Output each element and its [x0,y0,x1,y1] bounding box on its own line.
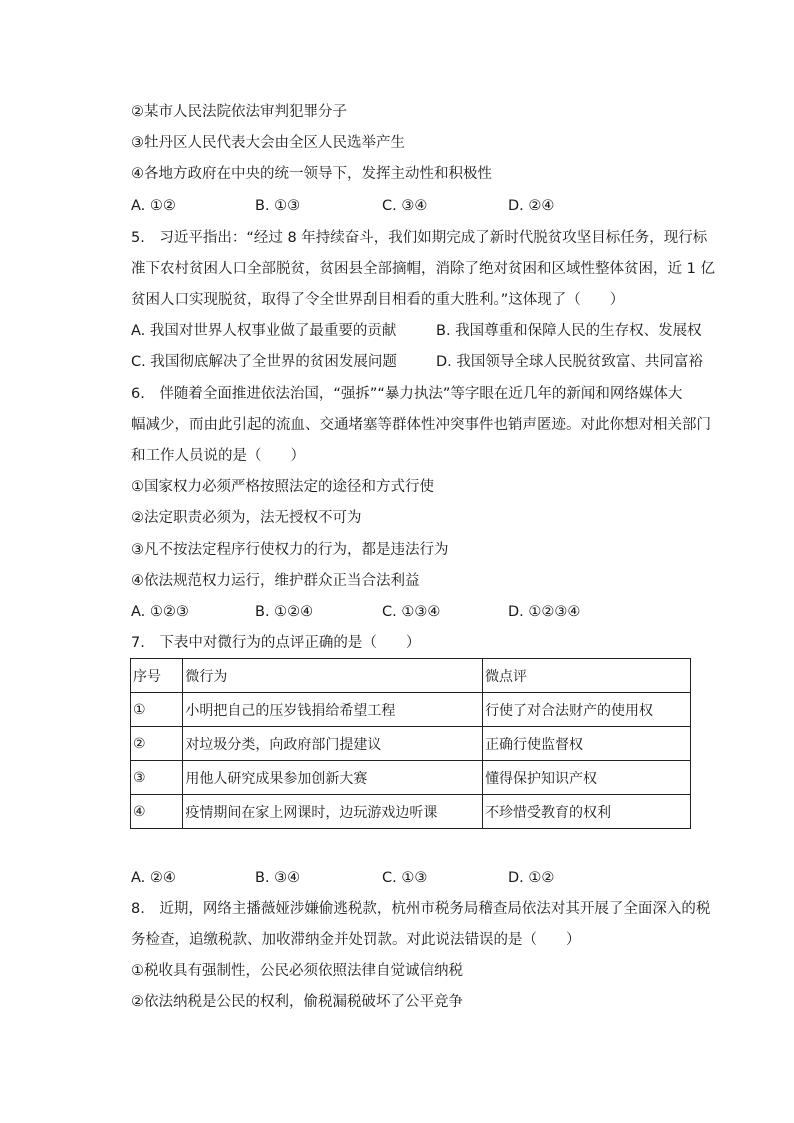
table-header-row [131,659,691,693]
table-cell: 小明把自己的压岁钱捐给希望工程 [183,693,483,727]
statement-4: ④各地方政府在中央的统一领导下，发挥主动性和积极性 [131,166,492,182]
q5-option-c[interactable]: C. 我国彻底解决了全世界的贫困发展问题 [131,354,397,370]
statement-2: ②某市人民法院依法审判犯罪分子 [131,104,347,120]
table-row [131,693,691,727]
table-cell: 不珍惜受教育的权利 [483,795,691,829]
q5-options-row2 [131,352,731,372]
q7-stem: 7. 下表中对微行为的点评正确的是（ ） [131,635,421,651]
q4-option-d[interactable]: D. ②④ [508,198,555,214]
table-cell: ① [131,693,183,727]
q5-stem-line1: 5. 习近平指出：“经过 8 年持续奋斗，我们如期完成了新时代脱贫攻坚目标任务，现行标 [131,230,708,246]
table-cell: ③ [131,761,183,795]
q7-option-b[interactable]: B. ③④ [255,870,301,886]
q6-statement-2: ②法定职责必须为，法无授权不可为 [131,510,362,526]
table-cell: ② [131,727,183,761]
q6-option-d[interactable]: D. ①②③④ [508,604,581,620]
q7-option-d[interactable]: D. ①② [508,870,555,886]
table-cell: 用他人研究成果参加创新大赛 [183,761,483,795]
table-row [131,795,691,829]
q6-option-a[interactable]: A. ①②③ [131,604,189,620]
q5-option-b[interactable]: B. 我国尊重和保障人民的生存权、发展权 [436,323,702,339]
q8-stem-line1: 8. 近期，网络主播薇娅涉嫌偷逃税款，杭州市税务局稽查局依法对其开展了全面深入的税 [131,901,711,917]
q8-statement-2: ②依法纳税是公民的权利，偷税漏税破坏了公平竞争 [131,994,463,1010]
q4-option-c[interactable]: C. ③④ [382,198,428,214]
q7-option-a[interactable]: A. ②④ [131,870,176,886]
table-header-cell: 微点评 [483,659,691,693]
q6-statement-3: ③凡不按法定程序行使权力的行为，都是违法行为 [131,542,449,558]
q4-option-b[interactable]: B. ①③ [255,198,301,214]
q8-statement-1: ①税收具有强制性，公民必须依照法律自觉诚信纳税 [131,963,463,979]
table-row [131,727,691,761]
q6-stem-line1: 6. 伴随着全面推进依法治国，“强拆”“暴力执法”等字眼在近几年的新闻和网络媒体大 [131,386,683,402]
q4-option-a[interactable]: A. ①② [131,198,176,214]
table-header-cell: 微行为 [183,659,483,693]
q6-statement-4: ④依法规范权力运行，维护群众正当合法利益 [131,573,420,589]
q6-options [131,602,731,622]
table-cell: 疫情期间在家上网课时，边玩游戏边听课 [183,795,483,829]
table-header-cell: 序号 [131,659,183,693]
q6-stem-line2: 幅减少，而由此引起的流血、交通堵塞等群体性冲突事件也销声匿迹。对此你想对相关部门 [131,417,711,433]
q7-table [130,658,691,829]
q6-option-c[interactable]: C. ①③④ [382,604,441,620]
table-cell: 懂得保护知识产权 [483,761,691,795]
q5-stem-line3: 贫困人口实现脱贫，取得了令全世界刮目相看的重大胜利。”这体现了（ ） [131,292,625,308]
table-cell: 行使了对合法财产的使用权 [483,693,691,727]
q8-stem-line2: 务检查，追缴税款、加收滞纳金并处罚款。对此说法错误的是（ ） [131,932,581,948]
table-cell: 对垃圾分类，向政府部门提建议 [183,727,483,761]
q5-stem-line2: 准下农村贫困人口全部脱贫，贫困县全部摘帽，消除了绝对贫困和区域性整体贫困，近 1 亿 [131,261,715,277]
q6-option-b[interactable]: B. ①②④ [255,604,314,620]
q5-options-row1 [131,321,731,341]
q7-options [131,868,731,888]
q4-options [131,196,731,216]
statement-3: ③牡丹区人民代表大会由全区人民选举产生 [131,135,405,151]
q6-statement-1: ①国家权力必须严格按照法定的途径和方式行使 [131,479,434,495]
q5-option-d[interactable]: D. 我国领导全球人民脱贫致富、共同富裕 [436,354,703,370]
q5-option-a[interactable]: A. 我国对世界人权事业做了最重要的贡献 [131,323,397,339]
table-row [131,761,691,795]
q6-stem-line3: 和工作人员说的是（ ） [131,448,305,464]
table-cell: 正确行使监督权 [483,727,691,761]
table-cell: ④ [131,795,183,829]
q7-option-c[interactable]: C. ①③ [382,870,428,886]
